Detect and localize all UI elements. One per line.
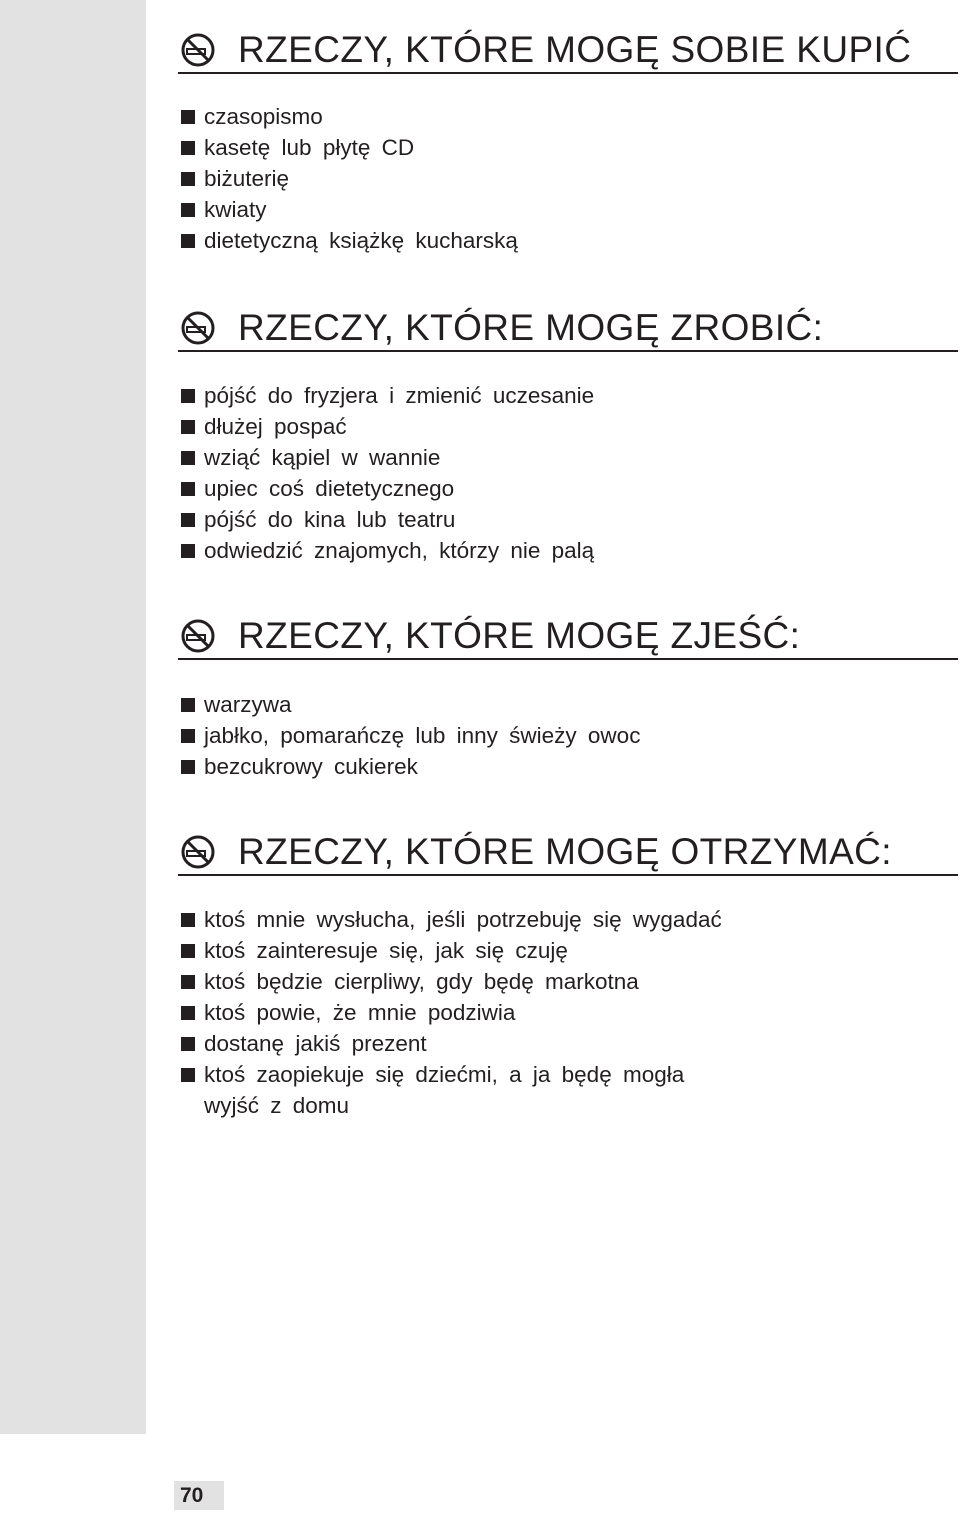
square-bullet-icon: [181, 1037, 195, 1051]
section-title: RZECZY, KTÓRE MOGĘ OTRZYMAĆ:: [238, 831, 892, 872]
square-bullet-icon: [181, 389, 195, 403]
square-bullet-icon: [181, 944, 195, 958]
list-item: dietetyczną książkę kucharską: [178, 225, 958, 256]
sidebar-band: [0, 0, 146, 1434]
list-item-continuation: wyjść z domu: [204, 1093, 350, 1118]
square-bullet-icon: [181, 451, 195, 465]
section-header: [178, 300, 958, 352]
list-item: ktoś mnie wysłucha, jeśli potrzebuję się wygadać: [178, 904, 958, 935]
list-item: czasopismo: [178, 101, 958, 132]
item-list: [178, 380, 958, 566]
list-item: dostanę jakiś prezent: [178, 1028, 958, 1059]
section-title: RZECZY, KTÓRE MOGĘ ZROBIĆ:: [238, 307, 824, 348]
list-item: dłużej pospać: [178, 411, 958, 442]
item-list: [178, 689, 958, 782]
square-bullet-icon: [181, 544, 195, 558]
list-item: biżuterię: [178, 163, 958, 194]
section-header: [178, 824, 958, 876]
list-item: warzywa: [178, 689, 958, 720]
item-list: [178, 101, 958, 256]
square-bullet-icon: [181, 420, 195, 434]
square-bullet-icon: [181, 141, 195, 155]
square-bullet-icon: [181, 729, 195, 743]
section-header: [178, 22, 958, 74]
item-list: [178, 904, 958, 1121]
section-receive: [178, 824, 958, 1121]
square-bullet-icon: [181, 913, 195, 927]
square-bullet-icon: [181, 760, 195, 774]
list-item: upiec coś dietetycznego: [178, 473, 958, 504]
list-item: pójść do kina lub teatru: [178, 504, 958, 535]
section-eat: [178, 608, 958, 782]
square-bullet-icon: [181, 698, 195, 712]
section-title: RZECZY, KTÓRE MOGĘ SOBIE KUPIĆ: [238, 29, 912, 70]
section-header: [178, 608, 958, 660]
list-item: ktoś będzie cierpliwy, gdy będę markotna: [178, 966, 958, 997]
list-item: pójść do fryzjera i zmienić uczesanie: [178, 380, 958, 411]
no-smoking-icon: [180, 618, 216, 654]
section-title: RZECZY, KTÓRE MOGĘ ZJEŚĆ:: [238, 615, 801, 656]
square-bullet-icon: [181, 234, 195, 248]
section-do: [178, 300, 958, 566]
square-bullet-icon: [181, 1068, 195, 1082]
page-number: 70: [174, 1481, 224, 1510]
section-buy: [178, 22, 958, 256]
no-smoking-icon: [180, 834, 216, 870]
square-bullet-icon: [181, 975, 195, 989]
square-bullet-icon: [181, 513, 195, 527]
square-bullet-icon: [181, 482, 195, 496]
list-item: ktoś zainteresuje się, jak się czuję: [178, 935, 958, 966]
list-item: odwiedzić znajomych, którzy nie palą: [178, 535, 958, 566]
square-bullet-icon: [181, 1006, 195, 1020]
square-bullet-icon: [181, 203, 195, 217]
square-bullet-icon: [181, 110, 195, 124]
list-item: ktoś powie, że mnie podziwia: [178, 997, 958, 1028]
list-item: kasetę lub płytę CD: [178, 132, 958, 163]
no-smoking-icon: [180, 310, 216, 346]
list-item: kwiaty: [178, 194, 958, 225]
list-item: wziąć kąpiel w wannie: [178, 442, 958, 473]
square-bullet-icon: [181, 172, 195, 186]
list-item: jabłko, pomarańczę lub inny świeży owoc: [178, 720, 958, 751]
list-item: bezcukrowy cukierek: [178, 751, 958, 782]
list-item: ktoś zaopiekuje się dziećmi, a ja będę mogła: [178, 1059, 958, 1090]
no-smoking-icon: [180, 32, 216, 68]
